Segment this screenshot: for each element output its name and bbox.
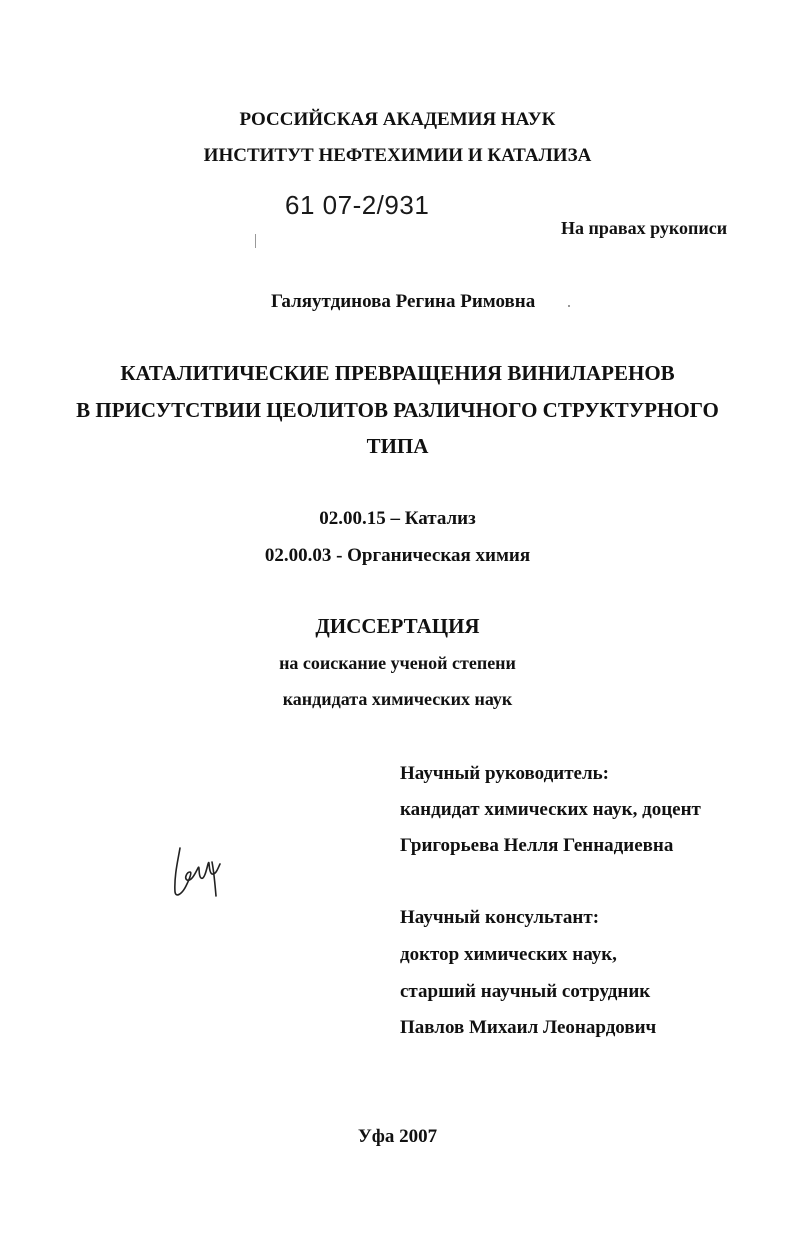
consultant-title-2: старший научный сотрудник <box>400 981 651 1002</box>
consultant-heading: Научный консультант: <box>400 907 600 928</box>
title-line-3: ТИПА <box>366 434 429 458</box>
manuscript-note: На правах рукописи <box>561 218 728 238</box>
consultant-title-1: доктор химических наук, <box>400 944 617 965</box>
specialty-organic-chemistry: 02.00.03 - Органическая химия <box>264 545 531 566</box>
place-year: Уфа 2007 <box>357 1126 438 1147</box>
title-line-2: В ПРИСУТСТВИИ ЦЕОЛИТОВ РАЗЛИЧНОГО СТРУКТУРНОГО <box>76 398 719 422</box>
supervisor-name: Григорьева Нелля Геннадиевна <box>400 835 674 856</box>
institute-name: ИНСТИТУТ НЕФТЕХИМИИ И КАТАЛИЗА <box>203 145 592 166</box>
degree-line-2: кандидата химических наук <box>282 689 513 709</box>
scan-mark <box>255 234 256 248</box>
consultant-name: Павлов Михаил Леонардович <box>400 1017 657 1038</box>
specialty-catalysis: 02.00.15 – Катализ <box>319 508 476 529</box>
supervisor-title: кандидат химических наук, доцент <box>400 799 701 820</box>
author-name: Галяутдинова Регина Римовна <box>271 291 536 312</box>
supervisor-heading: Научный руководитель: <box>400 763 609 784</box>
archive-number: 61 07-2/931 <box>285 190 430 220</box>
dissertation-label: ДИССЕРТАЦИЯ <box>315 614 480 638</box>
title-line-1: КАТАЛИТИЧЕСКИЕ ПРЕВРАЩЕНИЯ ВИНИЛАРЕНОВ <box>120 361 675 385</box>
scan-speck <box>568 305 570 307</box>
handwritten-signature <box>168 842 226 900</box>
academy-name: РОССИЙСКАЯ АКАДЕМИЯ НАУК <box>239 109 556 130</box>
degree-line-1: на соискание ученой степени <box>279 653 516 673</box>
